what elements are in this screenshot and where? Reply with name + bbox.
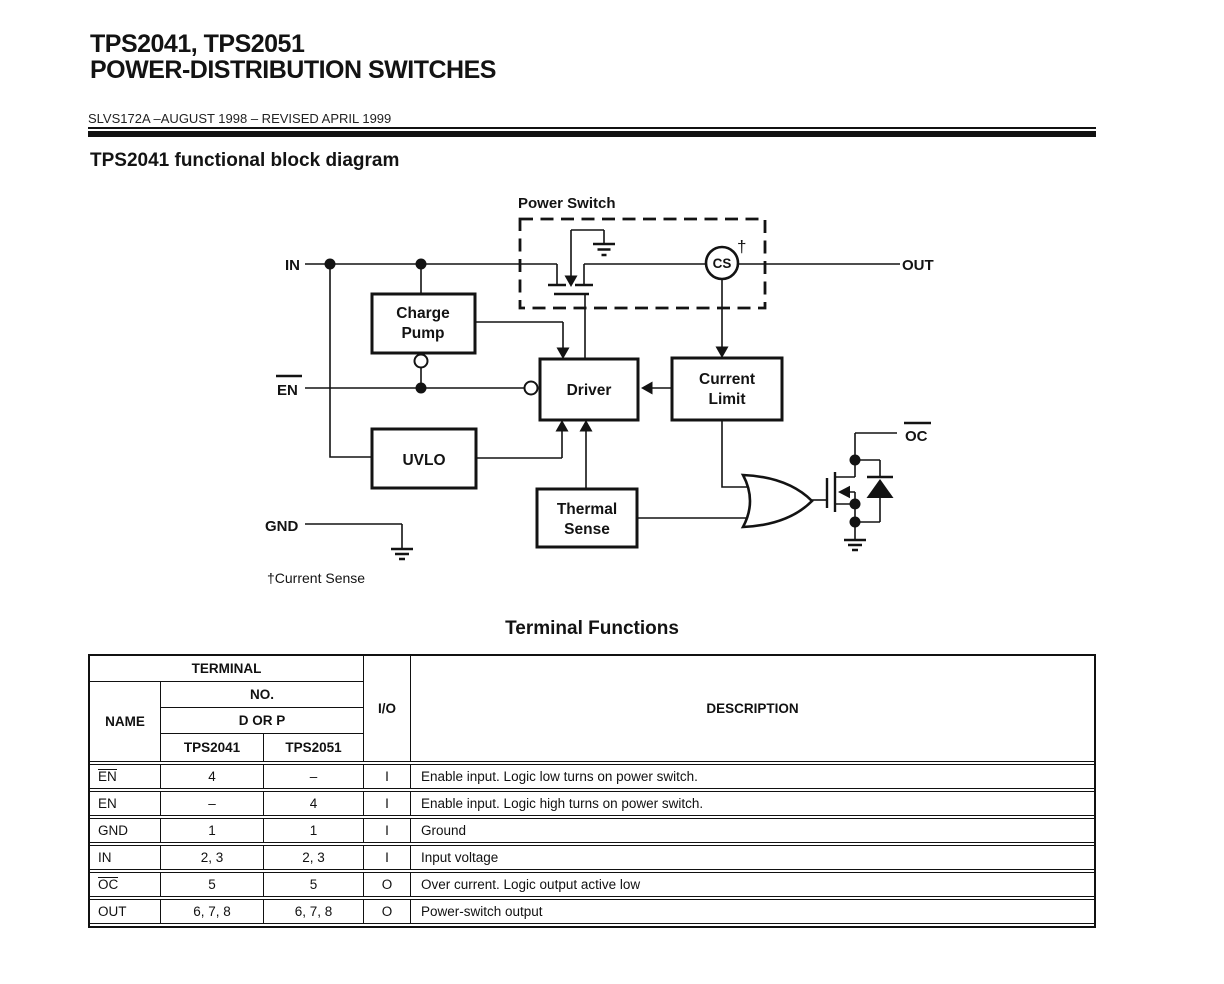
cs-label: CS	[712, 256, 732, 271]
header-d-or-p: D OR P	[161, 708, 364, 734]
out-pin-label: OUT	[902, 257, 934, 274]
oc-mosfet	[827, 472, 850, 512]
in-pin-label: IN	[285, 257, 300, 274]
charge-pump-bubble	[415, 355, 428, 368]
pin-name: OUT	[98, 904, 127, 919]
header-tps2041: TPS2041	[161, 734, 264, 761]
header-tps2051: TPS2051	[264, 734, 364, 761]
thermal-sense-label-line2: Sense	[564, 521, 610, 538]
terminal-functions-table	[88, 654, 1096, 928]
en-pin-label	[276, 376, 302, 399]
pin-no-tps2051: 1	[264, 819, 364, 842]
driver-label: Driver	[566, 382, 612, 399]
pin-io: I	[364, 765, 411, 788]
section-heading: TPS2041 functional block diagram	[90, 150, 400, 171]
pin-description: Enable input. Logic high turns on power switch.	[421, 796, 704, 811]
pin-io: I	[364, 819, 411, 842]
document-title-line1: TPS2041, TPS2051	[90, 30, 305, 58]
table-row	[90, 845, 1094, 870]
body-diode	[867, 477, 894, 498]
charge-pump-block	[372, 294, 475, 353]
table-row	[90, 764, 1094, 789]
pin-no-tps2041: 6, 7, 8	[161, 900, 264, 923]
svg-text:EN: EN	[277, 382, 298, 399]
header-description: DESCRIPTION	[706, 701, 799, 716]
pin-no-tps2041: 5	[161, 873, 264, 896]
pin-io: O	[364, 900, 411, 923]
thermal-sense-block	[537, 489, 637, 547]
pin-name: GND	[98, 823, 128, 838]
pin-name: EN	[98, 796, 117, 811]
functional-block-diagram	[0, 180, 1224, 610]
pin-name: OC	[98, 877, 119, 892]
uvlo-block	[372, 429, 476, 488]
pin-description: Enable input. Logic low turns on power switch.	[421, 769, 698, 784]
pin-description: Input voltage	[421, 850, 499, 865]
gnd-pin-label: GND	[265, 518, 299, 535]
header-no: NO.	[161, 682, 364, 708]
pin-description: Power-switch output	[421, 904, 543, 919]
document-title-line2: POWER-DISTRIBUTION SWITCHES	[90, 56, 496, 84]
header-io: I/O	[364, 656, 411, 761]
table-row	[90, 791, 1094, 816]
cs-dagger: †	[737, 237, 747, 256]
power-switch-label: Power Switch	[518, 195, 616, 212]
document-title	[90, 31, 496, 83]
pin-description: Over current. Logic output active low	[421, 877, 641, 892]
driver-input-bubble	[525, 382, 538, 395]
thick-rule	[88, 131, 1096, 137]
table-row	[90, 818, 1094, 843]
pin-no-tps2041: –	[161, 792, 264, 815]
charge-pump-label-line2: Pump	[401, 325, 445, 342]
pin-io: I	[364, 846, 411, 869]
pin-io: O	[364, 873, 411, 896]
driver-block	[540, 359, 638, 420]
current-limit-label-line1: Current	[699, 371, 755, 388]
pin-no-tps2051: 6, 7, 8	[264, 900, 364, 923]
table-header	[90, 656, 1094, 762]
current-sense-circle	[706, 237, 746, 279]
pin-no-tps2051: 5	[264, 873, 364, 896]
charge-pump-label-line1: Charge	[396, 305, 450, 322]
pin-no-tps2051: 2, 3	[264, 846, 364, 869]
current-limit-block	[672, 358, 782, 420]
oc-pin-label	[904, 423, 931, 445]
pin-no-tps2041: 4	[161, 765, 264, 788]
table-row	[90, 872, 1094, 897]
pin-no-tps2041: 2, 3	[161, 846, 264, 869]
pin-description: Ground	[421, 823, 467, 838]
header-terminal: TERMINAL	[90, 656, 364, 682]
pin-io: I	[364, 792, 411, 815]
pin-no-tps2051: –	[264, 765, 364, 788]
table-row	[90, 899, 1094, 924]
current-limit-label-line2: Limit	[708, 391, 746, 408]
revision-line: SLVS172A –AUGUST 1998 – REVISED APRIL 1999	[88, 111, 392, 126]
table-title: Terminal Functions	[505, 618, 679, 639]
pin-name: EN	[98, 769, 117, 784]
or-gate	[743, 475, 812, 527]
pin-no-tps2041: 1	[161, 819, 264, 842]
current-sense-footnote: †Current Sense	[267, 570, 366, 586]
pin-no-tps2051: 4	[264, 792, 364, 815]
thermal-sense-label-line1: Thermal	[556, 501, 618, 518]
svg-text:OC: OC	[905, 428, 928, 445]
pin-name: IN	[98, 850, 112, 865]
thin-rule	[88, 127, 1096, 129]
header-name: NAME	[90, 682, 161, 761]
uvlo-label: UVLO	[402, 452, 446, 469]
